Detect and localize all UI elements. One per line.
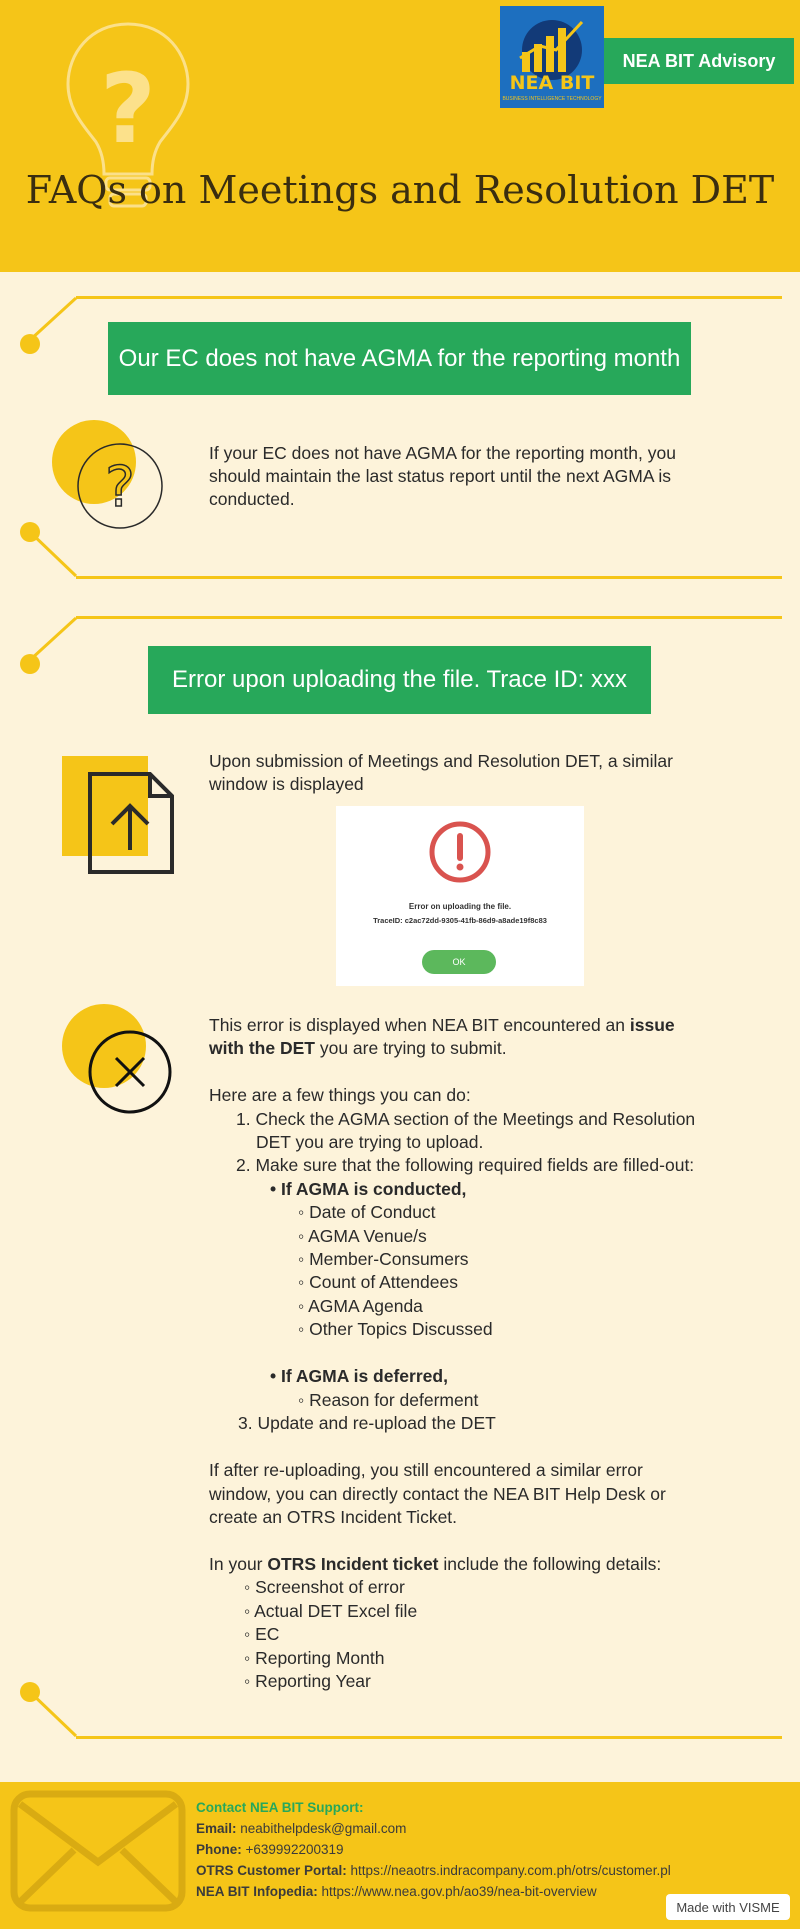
connector-dot: [20, 334, 40, 354]
followup-line: If after re-uploading, you still encountered a similar error: [209, 1460, 643, 1480]
svg-text:?: ?: [100, 53, 156, 165]
divider-line: [76, 576, 782, 579]
error-dialog: [336, 806, 584, 986]
section2-banner: Error upon uploading the file. Trace ID: xxx: [148, 646, 651, 714]
list-item: ◦ Other Topics Discussed: [298, 1319, 493, 1339]
deferred-label: • If AGMA is deferred,: [270, 1366, 448, 1386]
step-1: 1. Check the AGMA section of the Meetings and Resolution: [236, 1109, 696, 1129]
explain-pre: This error is displayed when NEA BIT encountered an: [209, 1015, 630, 1035]
envelope-icon: [10, 1790, 186, 1912]
section1-banner: Our EC does not have AGMA for the reporting month: [108, 322, 691, 395]
followup-line: create an OTRS Incident Ticket.: [209, 1507, 458, 1527]
connector-line: [20, 1688, 80, 1740]
footer-phone: Phone: +639992200319: [196, 1842, 344, 1857]
things-heading: Here are a few things you can do:: [209, 1085, 471, 1105]
divider-line: [76, 616, 782, 619]
footer-heading: Contact NEA BIT Support:: [196, 1800, 364, 1815]
divider-line: [76, 1736, 782, 1739]
ticket-heading: In your OTRS Incident ticket include the following details:: [209, 1554, 662, 1574]
step-3: 3. Update and re-upload the DET: [238, 1413, 496, 1433]
followup-line: window, you can directly contact the NEA BIT Help Desk or: [209, 1484, 666, 1504]
list-item: ◦ AGMA Agenda: [298, 1296, 423, 1316]
section2-intro: Upon submission of Meetings and Resolution DET, a similar window is displayed: [209, 751, 673, 794]
connector-dot: [20, 654, 40, 674]
list-item: ◦ Reporting Month: [244, 1648, 385, 1668]
advisory-badge: NEA BIT Advisory: [604, 38, 794, 84]
list-item: ◦ Count of Attendees: [298, 1272, 458, 1292]
list-item: ◦ Reason for deferment: [298, 1390, 479, 1410]
dialog-trace: TraceID: c2ac72dd-9305-41fb-86d9-a8ade19f8c83: [373, 916, 547, 925]
footer-infopedia: NEA BIT Infopedia: https://www.nea.gov.ph/ao39/nea-bit-overview: [196, 1884, 597, 1899]
file-upload-icon: [62, 754, 176, 876]
phone-link[interactable]: +639992200319: [245, 1842, 344, 1857]
list-item: ◦ Screenshot of error: [244, 1577, 405, 1597]
conducted-label: • If AGMA is conducted,: [270, 1179, 467, 1199]
otrs-link[interactable]: https://neaotrs.indracompany.com.ph/otrs/customer.pl: [350, 1863, 671, 1878]
ok-button[interactable]: OK: [422, 950, 496, 974]
question-circle-icon: [52, 420, 168, 536]
close-circle-icon: [62, 1004, 176, 1116]
step-1-cont: DET you are trying to upload.: [256, 1132, 484, 1152]
footer-email: Email: neabithelpdesk@gmail.com: [196, 1821, 407, 1836]
email-link[interactable]: neabithelpdesk@gmail.com: [240, 1821, 407, 1836]
connector-line: [20, 528, 80, 580]
list-item: ◦ EC: [244, 1624, 280, 1644]
section1-text: If your EC does not have AGMA for the reporting month, you should maintain the last status report until the next AGMA is conducted.: [209, 443, 676, 509]
logo-subtext: BUSINESS INTELLIGENCE TECHNOLOGY: [502, 96, 602, 102]
page-title: FAQs on Meetings and Resolution DET: [25, 168, 775, 212]
explain-bold: issue with the DET: [209, 1015, 675, 1058]
list-item: ◦ Date of Conduct: [298, 1202, 436, 1222]
divider-line: [76, 296, 782, 299]
section2-explain: [209, 1014, 689, 1060]
list-item: ◦ AGMA Venue/s: [298, 1226, 427, 1246]
infopedia-link[interactable]: https://www.nea.gov.ph/ao39/nea-bit-overview: [321, 1884, 597, 1899]
step-2: 2. Make sure that the following required fields are filled-out:: [236, 1155, 695, 1175]
logo-text: NEA BIT: [509, 72, 595, 94]
footer-otrs: OTRS Customer Portal: https://neaotrs.indracompany.com.ph/otrs/customer.pl: [196, 1863, 671, 1878]
exclamation-circle-icon: [428, 820, 492, 884]
list-item: ◦ Actual DET Excel file: [244, 1601, 418, 1621]
made-with-visme-badge[interactable]: Made with VISME: [666, 1894, 790, 1920]
explain-post: you are trying to submit.: [314, 1038, 507, 1058]
list-item: ◦ Member-Consumers: [298, 1249, 469, 1269]
list-item: ◦ Reporting Year: [244, 1671, 371, 1691]
svg-text:?: ?: [105, 455, 135, 520]
dialog-message: Error on uploading the file.: [408, 902, 512, 911]
nea-bit-logo: [500, 6, 604, 108]
